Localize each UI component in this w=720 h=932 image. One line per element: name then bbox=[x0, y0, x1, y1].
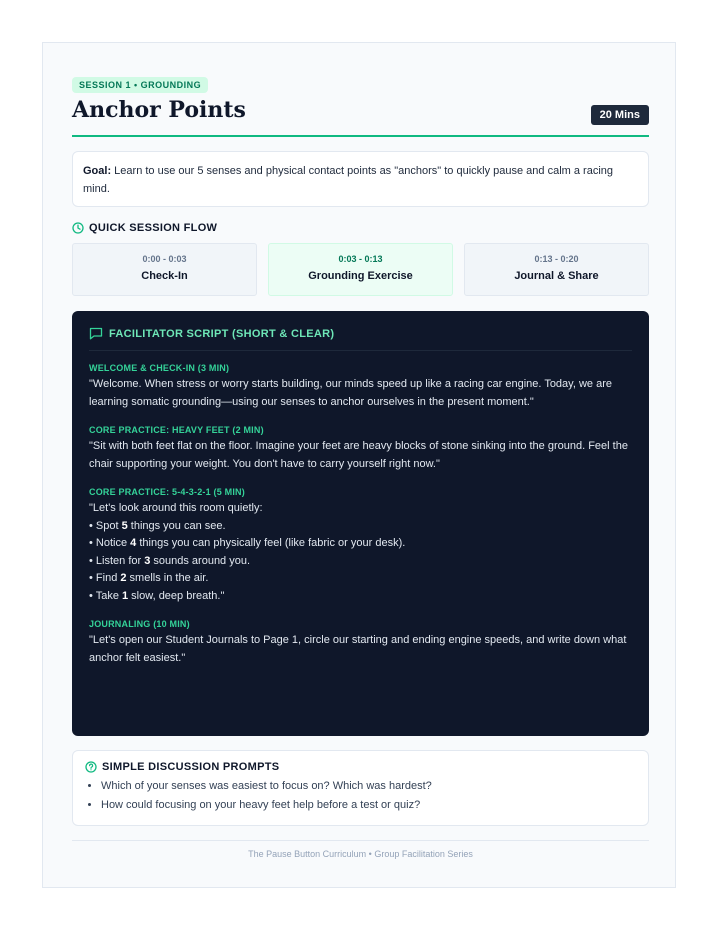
senses-line: • Spot 5 things you can see. bbox=[89, 519, 226, 532]
clock-icon bbox=[72, 222, 84, 234]
flow-step-time: 0:03 - 0:13 bbox=[338, 254, 383, 264]
senses-intro: "Let's look around this room quietly: bbox=[89, 502, 263, 514]
session-page bbox=[42, 42, 676, 888]
flow-heading bbox=[72, 222, 217, 234]
page-footer: The Pause Button Curriculum • Group Facilitation Series bbox=[248, 849, 473, 859]
flow-step-name: Journal & Share bbox=[514, 270, 599, 282]
flow-step-name: Grounding Exercise bbox=[308, 270, 413, 282]
goal-label: Goal: bbox=[83, 165, 112, 177]
flow-step-journal bbox=[464, 243, 649, 296]
senses-line: • Find 2 smells in the air. bbox=[89, 572, 209, 584]
prompts-list bbox=[85, 777, 636, 815]
facilitator-script bbox=[72, 311, 649, 736]
list-item: • Which of your senses was easiest to focus on? Which was hardest? bbox=[101, 777, 636, 796]
senses-text bbox=[89, 500, 632, 605]
script-heading bbox=[89, 327, 632, 351]
flow-step-check-in bbox=[72, 243, 257, 296]
journaling-heading: JOURNALING (10 MIN) bbox=[89, 619, 190, 629]
session-badge: SESSION 1 • GROUNDING bbox=[72, 77, 208, 93]
flow-step-grounding bbox=[268, 243, 453, 296]
welcome-heading: WELCOME & CHECK-IN (3 MIN) bbox=[89, 363, 230, 373]
journaling-text: "Let's open our Student Journals to Page 1, circle our starting and ending engine speeds, and write down what anchor felt easiest." bbox=[89, 634, 627, 664]
script-heading-label: FACILITATOR SCRIPT (SHORT & CLEAR) bbox=[109, 327, 335, 340]
goal-text: Learn to use our 5 senses and physical contact points as "anchors" to quickly pause and calm a racing mind. bbox=[83, 165, 613, 195]
flow-step-time: 0:13 - 0:20 bbox=[534, 254, 579, 264]
heavy-feet-text: "Sit with both feet flat on the floor. Imagine your feet are heavy blocks of stone sinking into the ground. Feel the chair supporting your weight. You don't have to carry yourself right now." bbox=[89, 440, 628, 470]
question-circle-icon bbox=[85, 761, 97, 773]
prompts-heading bbox=[85, 761, 636, 773]
welcome-text: "Welcome. When stress or worry starts building, our minds speed up like a racing car engine. Today, we are learning somatic grounding—using our senses to anchor ourselves in the present moment." bbox=[89, 378, 612, 408]
senses-heading: CORE PRACTICE: 5-4-3-2-1 (5 MIN) bbox=[89, 487, 245, 497]
title-divider bbox=[72, 135, 649, 137]
flow-step-name: Check-In bbox=[141, 270, 188, 282]
prompts-heading-label: SIMPLE DISCUSSION PROMPTS bbox=[102, 761, 280, 773]
duration-badge: 20 Mins bbox=[591, 105, 649, 125]
senses-line: • Take 1 slow, deep breath." bbox=[89, 589, 225, 602]
senses-line: • Notice 4 things you can physically feel (like fabric or your desk). bbox=[89, 537, 406, 549]
senses-line: • Listen for 3 sounds around you. bbox=[89, 554, 251, 567]
heavy-feet-heading: CORE PRACTICE: HEAVY FEET (2 MIN) bbox=[89, 425, 264, 435]
page-title: Anchor Points bbox=[72, 97, 246, 123]
footer-divider bbox=[72, 840, 649, 841]
session-flow bbox=[72, 243, 649, 296]
discussion-prompts bbox=[72, 750, 649, 826]
list-item: • How could focusing on your heavy feet help before a test or quiz? bbox=[101, 796, 636, 815]
goal-box bbox=[72, 151, 649, 207]
chat-bubble-icon bbox=[89, 327, 103, 340]
flow-heading-label: QUICK SESSION FLOW bbox=[89, 222, 218, 234]
flow-step-time: 0:00 - 0:03 bbox=[142, 254, 187, 264]
